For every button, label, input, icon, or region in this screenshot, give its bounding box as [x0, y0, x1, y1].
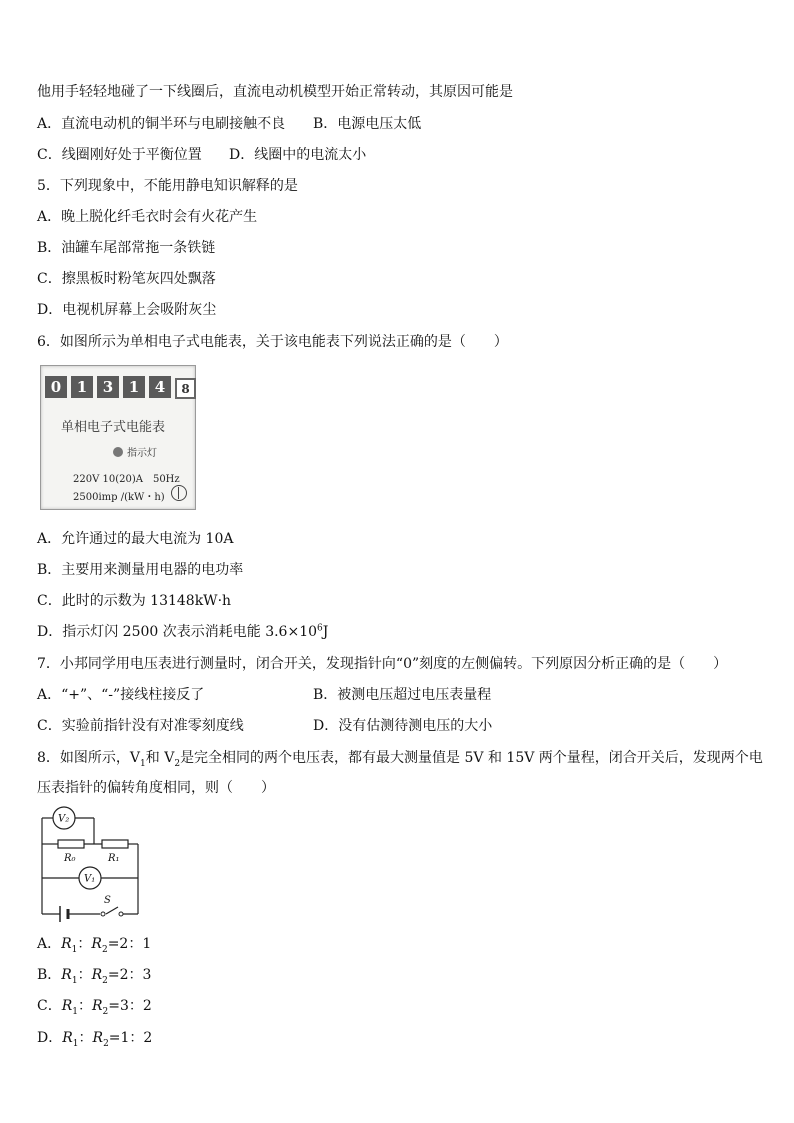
- opt-letter: D．: [37, 1030, 63, 1046]
- q4-option-c: C．线圈刚好处于平衡位置: [37, 147, 202, 163]
- opt-sub: 2: [101, 944, 108, 955]
- switch-contact-icon: [119, 912, 123, 916]
- q8-option-d: [37, 1028, 152, 1048]
- opt-r: R: [91, 967, 103, 983]
- q7-option-c: C．实验前指针没有对准零刻度线: [37, 718, 244, 734]
- circuit-diagram: [36, 806, 146, 922]
- label-s: S: [104, 895, 111, 906]
- q7-option-a: A．“+”、“-”接线柱接反了: [37, 687, 205, 703]
- opt-sub: 1: [71, 975, 78, 986]
- q8-option-c: [37, 996, 152, 1016]
- q8-option-b: [37, 965, 151, 985]
- opt-ratio: =2：3: [107, 967, 152, 983]
- q4-option-b: B．电源电压太低: [313, 116, 422, 132]
- q5-stem: 5．下列现象中，不能用静电知识解释的是: [37, 178, 298, 194]
- q8-option-a: [37, 934, 151, 954]
- q6-option-a: A．允许通过的最大电流为 10A: [37, 531, 234, 547]
- meter-digit: 4: [149, 376, 171, 398]
- opt-sep: ：: [78, 998, 92, 1014]
- q6-option-b: B．主要用来测量用电器的电功率: [37, 562, 244, 578]
- electric-meter-figure: [40, 365, 196, 510]
- q8-stem-sub: 2: [174, 758, 181, 769]
- q6-option-c: C．此时的示数为 13148kW·h: [37, 593, 232, 609]
- opt-letter: A．: [37, 936, 62, 952]
- q6-option-d-unit: J: [322, 624, 329, 640]
- label-r0: R₀: [64, 853, 76, 864]
- meter-digits: [45, 376, 196, 399]
- q8-stem-part: 和 V: [145, 750, 175, 766]
- opt-sub: 1: [71, 944, 78, 955]
- q5-option-a: A．晚上脱化纤毛衣时会有火花产生: [37, 209, 258, 225]
- q8-stem: [37, 748, 763, 768]
- q8-stem-sub: 1: [140, 758, 146, 769]
- q7-option-d: D．没有估测待测电压的大小: [313, 718, 493, 734]
- opt-sub: 1: [72, 1038, 79, 1049]
- meter-digit: 3: [97, 376, 119, 398]
- opt-letter: B．: [37, 967, 62, 983]
- opt-sub: 2: [103, 1038, 109, 1049]
- opt-r: R: [91, 936, 102, 952]
- opt-r: R: [61, 998, 73, 1014]
- q5-option-c: C．擦黑板时粉笔灰四处飘落: [37, 271, 216, 287]
- label-v1: V₁: [84, 873, 96, 885]
- meter-indicator-label: 指示灯: [127, 448, 157, 459]
- opt-letter: C．: [37, 998, 62, 1014]
- q7-stem: 7．小邦同学用电压表进行测量时，闭合开关，发现指针向“0”刻度的左侧偏转。下列原因分析正确的是（ ）: [37, 656, 728, 672]
- q7-option-b: B．被测电压超过电压表量程: [313, 687, 492, 703]
- q5-option-d: D．电视机屏幕上会吸附灰尘: [37, 302, 217, 318]
- q6-stem: 6．如图所示为单相电子式电能表，关于该电能表下列说法正确的是（ ）: [37, 334, 508, 350]
- q5-option-b: B．油罐车尾部常拖一条铁链: [37, 240, 216, 256]
- label-r1: R₁: [108, 853, 120, 864]
- opt-sub: 2: [102, 975, 108, 986]
- meter-title: 单相电子式电能表: [61, 420, 166, 435]
- question-4-stem-tail: 他用手轻轻地碰了一下线圈后，直流电动机模型开始正常转动，其原因可能是: [37, 84, 513, 100]
- q6-option-d: [37, 622, 328, 642]
- meter-digit: 0: [45, 376, 67, 398]
- opt-r: R: [92, 1030, 104, 1046]
- resistor-r1-icon: [102, 840, 128, 848]
- q4-option-a-text: A．直流电动机的铜半环与电刷接触不良: [37, 116, 286, 132]
- opt-sep: ：: [77, 936, 92, 952]
- meter-decimal-digit: 8: [175, 378, 196, 399]
- opt-r: R: [61, 967, 72, 983]
- meter-digit: 1: [123, 376, 145, 398]
- q6-option-d-exponent: 6: [317, 623, 323, 634]
- opt-ratio: =3：2: [108, 998, 152, 1014]
- q4-option-d: D．线圈中的电流太小: [229, 147, 367, 163]
- opt-sep: ：: [78, 1030, 93, 1046]
- q8-stem-line2: 压表指针的偏转角度相同，则（ ）: [37, 780, 275, 796]
- opt-sub: 1: [72, 1006, 78, 1017]
- resistor-r0-icon: [58, 840, 84, 848]
- indicator-light-icon: [113, 447, 123, 457]
- opt-sep: ：: [77, 967, 92, 983]
- meter-digit: 1: [71, 376, 93, 398]
- q4-option-a: [37, 114, 285, 134]
- opt-ratio: =2：1: [107, 936, 152, 952]
- q6-option-d-text: D．指示灯闪 2500 次表示消耗电能 3.6×10: [37, 624, 318, 640]
- opt-r: R: [62, 1030, 73, 1046]
- meter-symbol-icon: [171, 485, 187, 501]
- q8-stem-part: 8．如图所示，V: [37, 750, 141, 766]
- opt-ratio: =1：2: [108, 1030, 153, 1046]
- q8-stem-part: 是完全相同的两个电压表，都有最大测量值是 5V 和 15V 两个量程，闭合开关后，发现两个电: [180, 750, 763, 766]
- opt-r: R: [92, 998, 103, 1014]
- meter-spec-rating: 220V 10(20)A 50Hz: [73, 474, 180, 485]
- opt-sub: 2: [102, 1006, 109, 1017]
- label-v2: V₂: [58, 813, 70, 825]
- meter-indicator: [113, 444, 157, 459]
- opt-r: R: [61, 936, 72, 952]
- switch-contact-icon: [101, 912, 105, 916]
- meter-spec-constant: 2500imp /(kW・h): [73, 492, 165, 503]
